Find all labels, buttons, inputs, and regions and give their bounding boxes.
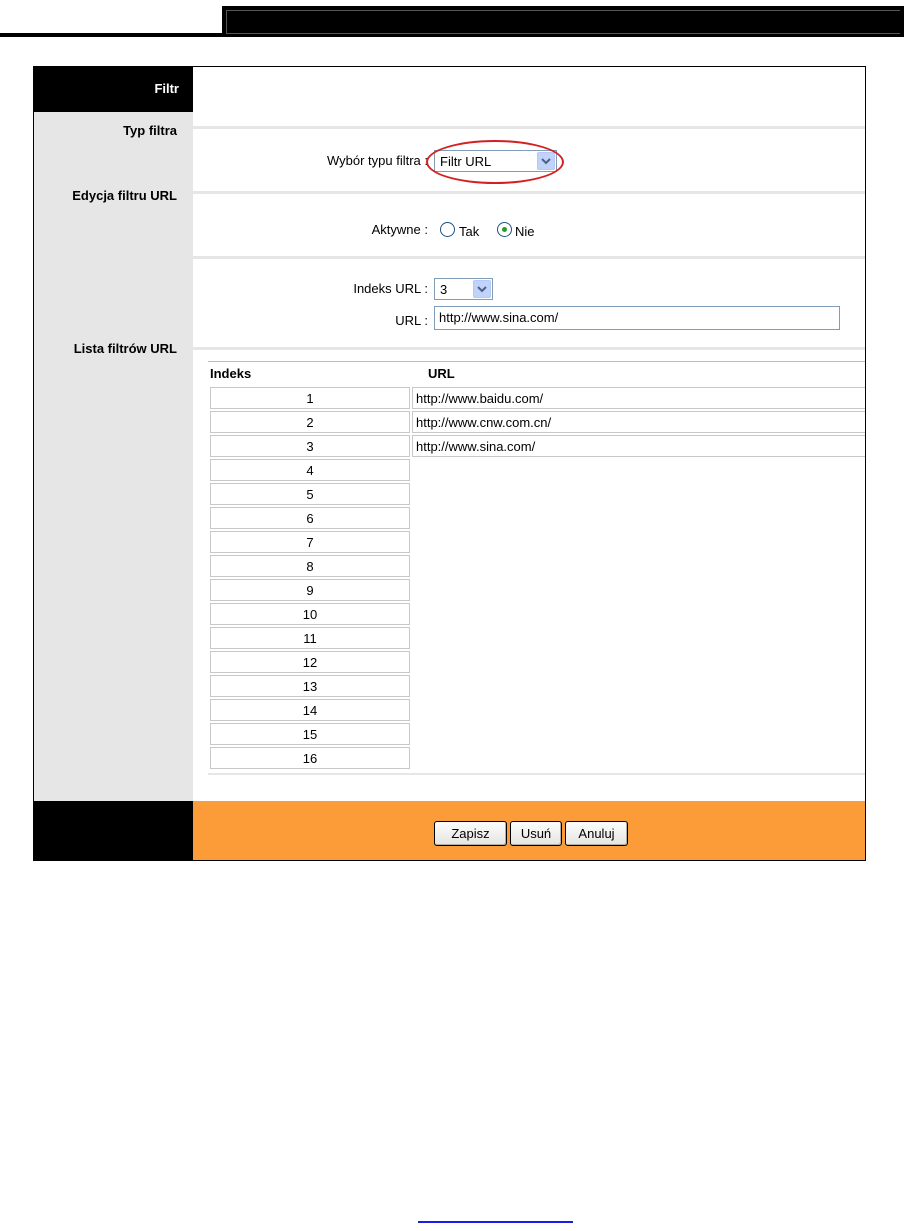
delete-button[interactable]: Usuń (510, 821, 562, 846)
table-header-row (208, 363, 865, 387)
url-index-label: Indeks URL : (353, 281, 428, 296)
cell-index: 9 (210, 579, 410, 601)
cell-index: 5 (210, 483, 410, 505)
table-row (208, 651, 865, 675)
active-option-nie-label: Nie (515, 224, 535, 239)
cell-index: 11 (210, 627, 410, 649)
table-row (208, 411, 865, 435)
active-label: Aktywne : (371, 222, 428, 237)
cell-index: 16 (210, 747, 410, 769)
filter-type-select[interactable]: Filtr URL (434, 150, 557, 172)
table-bottom-border (208, 773, 865, 775)
table-row (208, 459, 865, 483)
save-button[interactable]: Zapisz (434, 821, 507, 846)
sidebar-title: Filtr (154, 81, 179, 96)
cell-index: 12 (210, 651, 410, 673)
cancel-button[interactable]: Anuluj (565, 821, 628, 846)
cell-index: 1 (210, 387, 410, 409)
url-input[interactable]: http://www.sina.com/ (434, 306, 840, 330)
table-row (208, 555, 865, 579)
footer-action-bar (193, 801, 865, 860)
active-option-tak-label: Tak (459, 224, 480, 239)
column-header-url: URL (428, 366, 455, 381)
active-radio-tak[interactable] (440, 222, 455, 237)
cell-url: http://www.sina.com/ (412, 435, 865, 457)
cell-index: 4 (210, 459, 410, 481)
cell-index: 14 (210, 699, 410, 721)
cell-index: 6 (210, 507, 410, 529)
cell-index: 2 (210, 411, 410, 433)
cell-url: http://www.cnw.com.cn/ (412, 411, 865, 433)
table-row (208, 483, 865, 507)
main-content (193, 67, 865, 860)
cell-index: 8 (210, 555, 410, 577)
table-row (208, 579, 865, 603)
table-row (208, 507, 865, 531)
sidebar (34, 67, 193, 860)
url-field-label: URL : (395, 313, 428, 328)
table-row (208, 627, 865, 651)
document-header-bar (0, 0, 904, 40)
column-header-index: Indeks (210, 366, 252, 381)
table-top-border (208, 361, 865, 362)
table-row (208, 603, 865, 627)
cell-index: 13 (210, 675, 410, 697)
active-radio-nie[interactable] (497, 222, 512, 237)
sidebar-footer (34, 801, 193, 860)
table-row (208, 723, 865, 747)
section-divider (193, 256, 865, 259)
table-row (208, 699, 865, 723)
chevron-down-icon (473, 280, 491, 298)
section-divider (193, 126, 865, 129)
section-divider (193, 191, 865, 194)
cell-url: http://www.baidu.com/ (412, 387, 865, 409)
filter-type-label: Wybór typu filtra : (326, 153, 428, 168)
table-row (208, 747, 865, 771)
header-black-block (222, 6, 904, 37)
table-row (208, 387, 865, 411)
sidebar-header (34, 67, 193, 112)
table-row (208, 435, 865, 459)
cell-index: 3 (210, 435, 410, 457)
link-underline (418, 1221, 573, 1223)
cell-index: 7 (210, 531, 410, 553)
section-divider (193, 347, 865, 350)
section-label-filter-type: Typ filtra (123, 123, 177, 138)
section-label-url-filter-edit: Edycja filtru URL (72, 188, 177, 203)
radio-selected-dot (502, 227, 507, 232)
highlight-annotation (426, 140, 564, 184)
url-index-select[interactable]: 3 (434, 278, 493, 300)
table-row (208, 531, 865, 555)
table-row (208, 675, 865, 699)
cell-index: 10 (210, 603, 410, 625)
cell-index: 15 (210, 723, 410, 745)
section-label-url-filter-list: Lista filtrów URL (73, 341, 177, 356)
router-settings-panel (33, 66, 866, 861)
